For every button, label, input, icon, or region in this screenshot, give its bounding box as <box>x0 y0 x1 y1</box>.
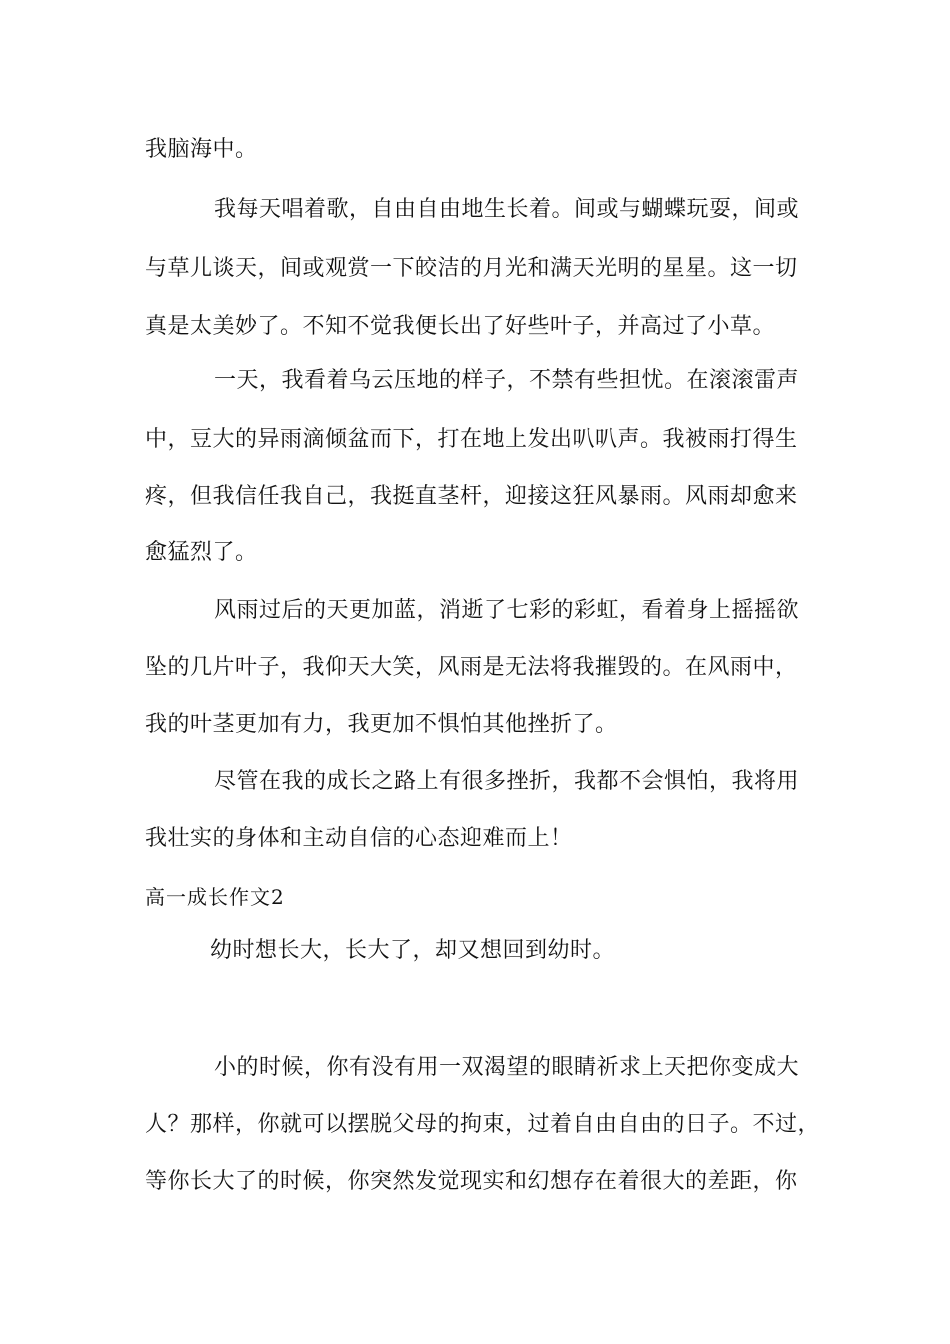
text-line: 疼，但我信任我自己，我挺直茎杆，迎接这狂风暴雨。风雨却愈来 <box>145 484 798 509</box>
paragraph-start-line: 幼时想长大，长大了，却又想回到幼时。 <box>210 938 616 963</box>
text-line: 等你长大了的时候，你突然发觉现实和幻想存在着很大的差距，你 <box>145 1169 798 1194</box>
text-line: 与草儿谈天，间或观赏一下皎洁的月光和满天光明的星星。这一切 <box>145 256 798 281</box>
paragraph-start-line: 小的时候，你有没有用一双渴望的眼睛祈求上天把你变成大 <box>214 1055 800 1080</box>
text-line: 坠的几片叶子，我仰天大笑，风雨是无法将我摧毁的。在风雨中， <box>145 655 798 680</box>
text-line: 人？那样，你就可以摆脱父母的拘束，过着自由自由的日子。不过， <box>145 1112 821 1137</box>
text-line: 真是太美妙了。不知不觉我便长出了好些叶子，并高过了小草。 <box>145 314 776 339</box>
paragraph-start-line: 我每天唱着歌，自由自由地生长着。间或与蝴蝶玩耍，间或 <box>214 197 800 222</box>
text-line: 我脑海中。 <box>145 137 258 162</box>
section-heading: 高一成长作文2 <box>145 885 285 909</box>
text-line: 我壮实的身体和主动自信的心态迎难而上！ <box>145 826 573 851</box>
text-line: 我的叶茎更加有力，我更加不惧怕其他挫折了。 <box>145 712 618 737</box>
text-line: 愈猛烈了。 <box>145 540 258 565</box>
paragraph-start-line: 风雨过后的天更加蓝，消逝了七彩的彩虹，看着身上摇摇欲 <box>214 598 800 623</box>
paragraph-start-line: 一天，我看着乌云压地的样子，不禁有些担忧。在滚滚雷声 <box>214 368 800 393</box>
text-line: 中，豆大的异雨滴倾盆而下，打在地上发出叭叭声。我被雨打得生 <box>145 427 798 452</box>
paragraph-start-line: 尽管在我的成长之路上有很多挫折，我都不会惧怕，我将用 <box>214 769 800 794</box>
